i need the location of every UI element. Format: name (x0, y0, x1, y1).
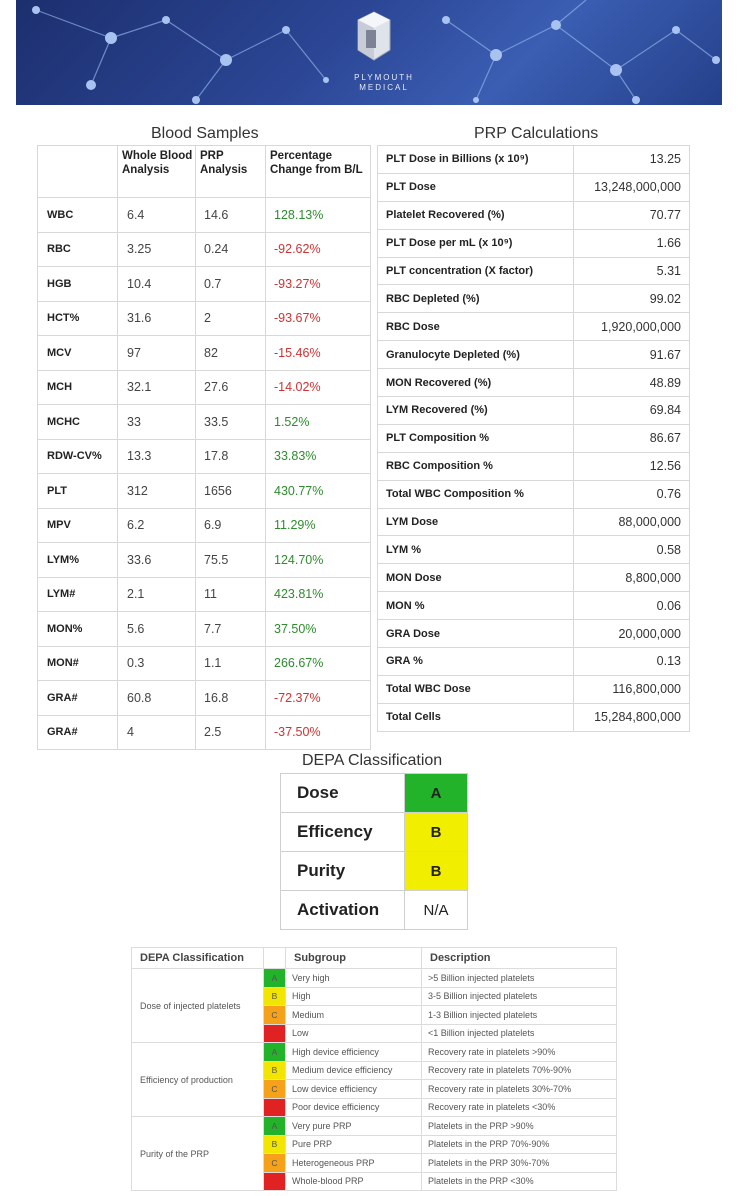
legend-description: 3-5 Billion injected platelets (422, 987, 617, 1006)
table-row (378, 480, 690, 508)
prp-value: 2.5 (196, 715, 266, 750)
percentage-change-value: 11.29% (266, 508, 371, 543)
prp-value: 33.5 (196, 405, 266, 440)
calc-value: 88,000,000 (574, 508, 690, 536)
whole-blood-value: 4 (118, 715, 196, 750)
calc-value: 5.31 (574, 257, 690, 285)
prp-value: 6.9 (196, 508, 266, 543)
table-row (38, 267, 371, 302)
legend-row (132, 1117, 617, 1136)
whole-blood-value: 2.1 (118, 577, 196, 612)
table-row (38, 543, 371, 578)
table-row (38, 336, 371, 371)
calc-value: 13.25 (574, 146, 690, 174)
percentage-change-value: -93.27% (266, 267, 371, 302)
legend-grade-letter: A (264, 1117, 286, 1136)
legend-description: Platelets in the PRP 70%-90% (422, 1135, 617, 1154)
whole-blood-value: 33 (118, 405, 196, 440)
legend-grade-letter: B (264, 1135, 286, 1154)
depa-grade: N/A (405, 891, 468, 930)
prp-value: 17.8 (196, 439, 266, 474)
depa-row (281, 813, 468, 852)
prp-value: 1.1 (196, 646, 266, 681)
percentage-change-value: 124.70% (266, 543, 371, 578)
calc-value: 1.66 (574, 229, 690, 257)
legend-row (132, 969, 617, 988)
legend-grade-letter: B (264, 1061, 286, 1080)
calc-label: PLT concentration (X factor) (378, 257, 574, 285)
table-row (378, 536, 690, 564)
blood-samples-table (37, 145, 371, 750)
whole-blood-value: 33.6 (118, 543, 196, 578)
table-row (38, 474, 371, 509)
legend-group-name: Purity of the PRP (132, 1117, 264, 1191)
percentage-change-value: 430.77% (266, 474, 371, 509)
whole-blood-value: 10.4 (118, 267, 196, 302)
brand-line-1: PLYMOUTH (354, 73, 414, 82)
legend-grade-letter: C (264, 1080, 286, 1099)
calc-label: RBC Dose (378, 313, 574, 341)
row-label: GRA# (38, 681, 118, 716)
row-label: MPV (38, 508, 118, 543)
table-row (378, 620, 690, 648)
calc-value: 8,800,000 (574, 564, 690, 592)
legend-grade-letter: D (264, 1098, 286, 1117)
table-row (378, 452, 690, 480)
depa-category: Activation (281, 891, 405, 930)
percentage-change-value: -72.37% (266, 681, 371, 716)
table-row (378, 341, 690, 369)
legend-subgroup: Pure PRP (286, 1135, 422, 1154)
row-label: LYM% (38, 543, 118, 578)
prp-value: 2 (196, 301, 266, 336)
legend-subgroup: Whole-blood PRP (286, 1172, 422, 1191)
whole-blood-value: 6.4 (118, 198, 196, 233)
depa-category: Purity (281, 852, 405, 891)
calc-label: GRA % (378, 648, 574, 676)
depa-row (281, 774, 468, 813)
legend-grade-letter: A (264, 969, 286, 988)
depa-grade: A (405, 774, 468, 813)
row-label: RDW-CV% (38, 439, 118, 474)
legend-description: >5 Billion injected platelets (422, 969, 617, 988)
calc-label: MON % (378, 592, 574, 620)
legend-subgroup: Medium (286, 1006, 422, 1025)
calc-value: 91.67 (574, 341, 690, 369)
percentage-change-value: -92.62% (266, 232, 371, 267)
table-row (38, 439, 371, 474)
table-row (38, 370, 371, 405)
table-row (378, 592, 690, 620)
row-label: MCH (38, 370, 118, 405)
calc-value: 70.77 (574, 201, 690, 229)
legend-grade-letter: B (264, 987, 286, 1006)
calc-value: 69.84 (574, 397, 690, 425)
calc-value: 0.76 (574, 480, 690, 508)
table-row (378, 146, 690, 174)
depa-result-title: DEPA Classification (302, 752, 443, 769)
whole-blood-value: 97 (118, 336, 196, 371)
depa-grade: B (405, 852, 468, 891)
calc-label: Platelet Recovered (%) (378, 201, 574, 229)
table-row (38, 646, 371, 681)
legend-header-subgroup: Subgroup (286, 948, 422, 969)
legend-description: 1-3 Billion injected platelets (422, 1006, 617, 1025)
table-row (38, 301, 371, 336)
calc-label: PLT Dose per mL (x 10⁹) (378, 229, 574, 257)
depa-row (281, 852, 468, 891)
legend-grade-letter: D (264, 1172, 286, 1191)
legend-grade-letter: D (264, 1024, 286, 1043)
percentage-change-value: -93.67% (266, 301, 371, 336)
legend-subgroup: High device efficiency (286, 1043, 422, 1062)
prp-calculations-table (377, 145, 690, 732)
calc-label: GRA Dose (378, 620, 574, 648)
table-row (378, 173, 690, 201)
percentage-change-value: 266.67% (266, 646, 371, 681)
legend-subgroup: High (286, 987, 422, 1006)
calc-label: Total WBC Dose (378, 675, 574, 703)
prp-value: 0.24 (196, 232, 266, 267)
calc-value: 0.58 (574, 536, 690, 564)
legend-description: Platelets in the PRP 30%-70% (422, 1154, 617, 1173)
whole-blood-value: 32.1 (118, 370, 196, 405)
table-row (378, 564, 690, 592)
legend-header-row (132, 948, 617, 969)
legend-group-name: Efficiency of production (132, 1043, 264, 1117)
whole-blood-value: 60.8 (118, 681, 196, 716)
legend-group-name: Dose of injected platelets (132, 969, 264, 1043)
row-label: MON% (38, 612, 118, 647)
whole-blood-value: 3.25 (118, 232, 196, 267)
prp-value: 75.5 (196, 543, 266, 578)
table-row (378, 703, 690, 731)
table-row (378, 424, 690, 452)
prp-value: 7.7 (196, 612, 266, 647)
calc-value: 12.56 (574, 452, 690, 480)
prp-value: 14.6 (196, 198, 266, 233)
row-label: HGB (38, 267, 118, 302)
row-label: LYM# (38, 577, 118, 612)
calc-value: 48.89 (574, 369, 690, 397)
legend-header-letter (264, 948, 286, 969)
percentage-change-value: -37.50% (266, 715, 371, 750)
table-row (38, 612, 371, 647)
legend-description: <1 Billion injected platelets (422, 1024, 617, 1043)
table-row (38, 198, 371, 233)
table-row (378, 229, 690, 257)
legend-subgroup: Very high (286, 969, 422, 988)
table-row (378, 257, 690, 285)
legend-description: Recovery rate in platelets >90% (422, 1043, 617, 1062)
table-row (38, 715, 371, 750)
legend-header-classification: DEPA Classification (132, 948, 264, 969)
legend-description: Recovery rate in platelets 30%-70% (422, 1080, 617, 1099)
calc-label: RBC Depleted (%) (378, 285, 574, 313)
depa-legend-table (131, 947, 617, 1191)
row-label: MCHC (38, 405, 118, 440)
legend-subgroup: Low device efficiency (286, 1080, 422, 1099)
depa-row (281, 891, 468, 930)
row-label: WBC (38, 198, 118, 233)
legend-description: Recovery rate in platelets 70%-90% (422, 1061, 617, 1080)
legend-grade-letter: A (264, 1043, 286, 1062)
percentage-change-value: -14.02% (266, 370, 371, 405)
whole-blood-value: 31.6 (118, 301, 196, 336)
calc-value: 0.13 (574, 648, 690, 676)
calc-value: 86.67 (574, 424, 690, 452)
table-row (38, 508, 371, 543)
row-label: HCT% (38, 301, 118, 336)
calc-label: LYM % (378, 536, 574, 564)
legend-grade-letter: C (264, 1006, 286, 1025)
table-row (378, 675, 690, 703)
table-row (38, 681, 371, 716)
percentage-change-value: -15.46% (266, 336, 371, 371)
calc-label: MON Dose (378, 564, 574, 592)
legend-description: Platelets in the PRP >90% (422, 1117, 617, 1136)
depa-result-table (280, 773, 468, 930)
table-row (378, 508, 690, 536)
depa-category: Dose (281, 774, 405, 813)
whole-blood-value: 6.2 (118, 508, 196, 543)
calc-value: 15,284,800,000 (574, 703, 690, 731)
legend-subgroup: Heterogeneous PRP (286, 1154, 422, 1173)
legend-grade-letter: C (264, 1154, 286, 1173)
row-label: PLT (38, 474, 118, 509)
whole-blood-value: 0.3 (118, 646, 196, 681)
blood-samples-title: Blood Samples (151, 125, 259, 142)
legend-subgroup: Low (286, 1024, 422, 1043)
row-label: GRA# (38, 715, 118, 750)
calc-label: LYM Recovered (%) (378, 397, 574, 425)
legend-subgroup: Very pure PRP (286, 1117, 422, 1136)
calc-value: 13,248,000,000 (574, 173, 690, 201)
whole-blood-value: 5.6 (118, 612, 196, 647)
table-row (38, 577, 371, 612)
table-header-row (38, 146, 371, 198)
header-prp-analysis: PRP Analysis (196, 146, 266, 198)
calc-label: PLT Dose in Billions (x 10⁹) (378, 146, 574, 174)
legend-description: Recovery rate in platelets <30% (422, 1098, 617, 1117)
calc-label: Granulocyte Depleted (%) (378, 341, 574, 369)
legend-row (132, 1043, 617, 1062)
prp-value: 11 (196, 577, 266, 612)
percentage-change-value: 33.83% (266, 439, 371, 474)
depa-grade: B (405, 813, 468, 852)
calc-value: 1,920,000,000 (574, 313, 690, 341)
table-row (378, 285, 690, 313)
plymouth-logo-icon (352, 6, 396, 68)
table-row (378, 201, 690, 229)
percentage-change-value: 128.13% (266, 198, 371, 233)
whole-blood-value: 312 (118, 474, 196, 509)
calc-label: PLT Dose (378, 173, 574, 201)
legend-header-description: Description (422, 948, 617, 969)
calc-label: PLT Composition % (378, 424, 574, 452)
calc-value: 99.02 (574, 285, 690, 313)
legend-subgroup: Poor device efficiency (286, 1098, 422, 1117)
legend-description: Platelets in the PRP <30% (422, 1172, 617, 1191)
row-label: MON# (38, 646, 118, 681)
header-banner (16, 0, 722, 105)
calc-value: 20,000,000 (574, 620, 690, 648)
calc-value: 0.06 (574, 592, 690, 620)
table-row (378, 397, 690, 425)
row-label: MCV (38, 336, 118, 371)
brand-name (316, 73, 452, 93)
brand-line-2: MEDICAL (359, 83, 409, 92)
calc-label: MON Recovered (%) (378, 369, 574, 397)
percentage-change-value: 37.50% (266, 612, 371, 647)
percentage-change-value: 1.52% (266, 405, 371, 440)
header-empty (38, 146, 118, 198)
depa-category: Efficency (281, 813, 405, 852)
calc-label: Total Cells (378, 703, 574, 731)
whole-blood-value: 13.3 (118, 439, 196, 474)
table-row (38, 405, 371, 440)
calc-value: 116,800,000 (574, 675, 690, 703)
prp-value: 0.7 (196, 267, 266, 302)
header-percentage-change: Percentage Change from B/L (266, 146, 371, 198)
prp-value: 16.8 (196, 681, 266, 716)
row-label: RBC (38, 232, 118, 267)
percentage-change-value: 423.81% (266, 577, 371, 612)
header-whole-blood: Whole Blood Analysis (118, 146, 196, 198)
calc-label: Total WBC Composition % (378, 480, 574, 508)
prp-calculations-title: PRP Calculations (474, 125, 599, 142)
prp-value: 27.6 (196, 370, 266, 405)
calc-label: RBC Composition % (378, 452, 574, 480)
prp-value: 82 (196, 336, 266, 371)
prp-value: 1656 (196, 474, 266, 509)
table-row (38, 232, 371, 267)
table-row (378, 369, 690, 397)
legend-subgroup: Medium device efficiency (286, 1061, 422, 1080)
table-row (378, 648, 690, 676)
table-row (378, 313, 690, 341)
calc-label: LYM Dose (378, 508, 574, 536)
